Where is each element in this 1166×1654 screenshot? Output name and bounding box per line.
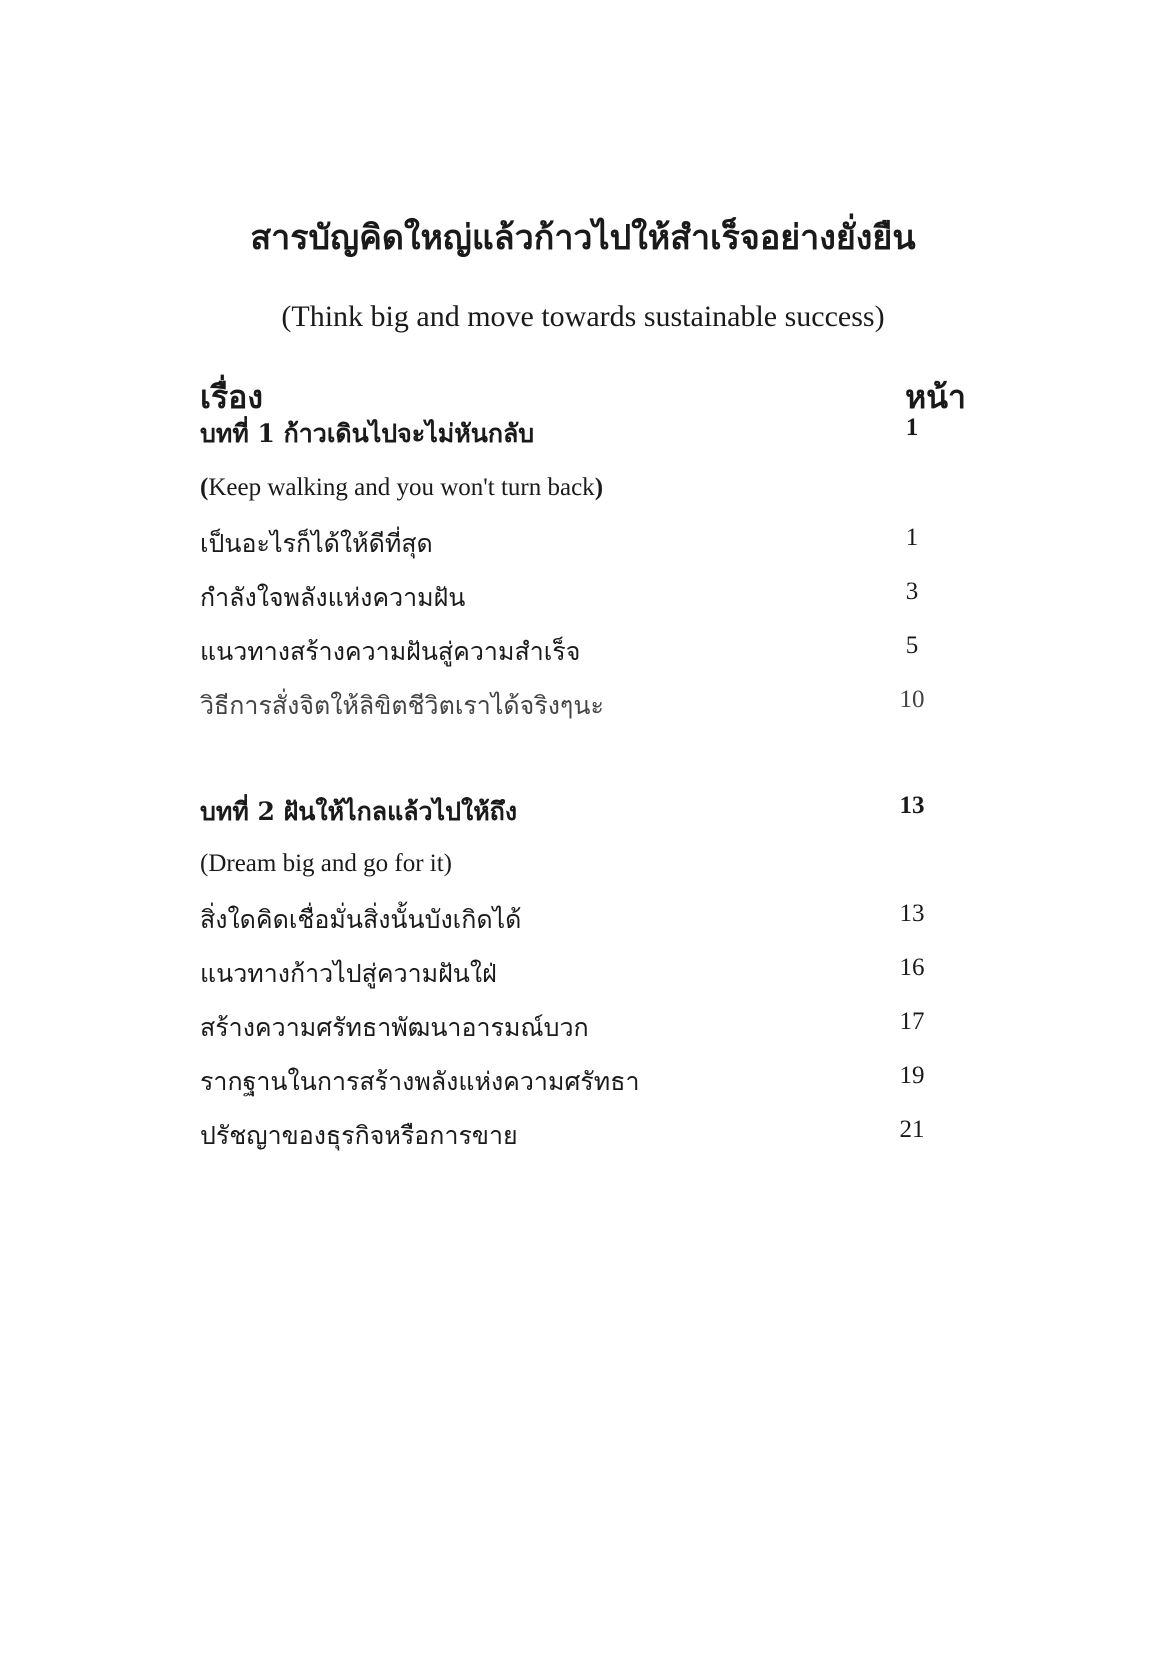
toc-section-row: [200, 954, 942, 998]
chapter-1-page: 1: [905, 414, 919, 441]
toc-section-row: [200, 900, 942, 944]
section-title: สิ่งใดคิดเชื่อมั่นสิ่งนั้นบังเกิดได้: [200, 905, 522, 934]
section-page: 13: [899, 900, 925, 927]
toc-section-row: [200, 1116, 942, 1160]
page-column-label: หน้า: [905, 378, 966, 416]
section-title: เป็นอะไรก็ได้ให้ดีที่สุด: [200, 529, 433, 558]
section-page: 19: [899, 1062, 925, 1089]
section-page: 3: [905, 578, 919, 605]
toc-section-row: [200, 524, 942, 568]
section-page: 17: [899, 1008, 925, 1035]
chapter-1-english-text: Keep walking and you won't turn back: [208, 474, 595, 501]
chapter-1-english-open: (: [200, 474, 209, 501]
section-page: 5: [905, 632, 919, 659]
section-title: สร้างความศรัทธาพัฒนาอารมณ์บวก: [200, 1013, 589, 1042]
section-page: 1: [905, 524, 919, 551]
chapter-1-english-title: [200, 474, 603, 502]
section-title: กำลังใจพลังแห่งความฝัน: [200, 583, 466, 612]
chapter-1-english-close: ): [594, 474, 604, 501]
section-page: 21: [899, 1116, 925, 1143]
section-title: ปรัชญาของธุรกิจหรือการขาย: [200, 1121, 518, 1150]
chapter-2-english-title: (Dream big and go for it): [200, 850, 453, 877]
chapter-2-row: [200, 792, 942, 836]
chapter-2-title: บทที่ 2 ฝันให้ไกลแล้วไปให้ถึง: [200, 797, 518, 826]
chapter-1-row: [200, 414, 942, 458]
section-page: 16: [899, 954, 925, 981]
page-subtitle: (Think big and move towards sustainable success): [281, 300, 885, 333]
section-title: วิธีการสั่งจิตให้ลิขิตชีวิตเราได้จริงๆนะ: [200, 691, 604, 720]
section-title: รากฐานในการสร้างพลังแห่งความศรัทธา: [200, 1067, 640, 1096]
chapter-1-title: บทที่ 1 ก้าวเดินไปจะไม่หันกลับ: [200, 419, 535, 448]
chapter-2-page: 13: [899, 792, 925, 819]
section-page: 10: [899, 686, 925, 713]
section-title: แนวทางสร้างความฝันสู่ความสำเร็จ: [200, 637, 581, 666]
toc-section-row: [200, 1062, 942, 1106]
toc-section-row: [200, 686, 942, 730]
page-title: สารบัญคิดใหญ่แล้วก้าวไปให้สำเร็จอย่างยั่งยืน: [250, 218, 916, 258]
toc-section-row: [200, 632, 942, 676]
topic-column-label: เรื่อง: [200, 378, 263, 416]
toc-section-row: [200, 1008, 942, 1052]
toc-section-row: [200, 578, 942, 622]
section-title: แนวทางก้าวไปสู่ความฝันใฝ่: [200, 959, 497, 988]
